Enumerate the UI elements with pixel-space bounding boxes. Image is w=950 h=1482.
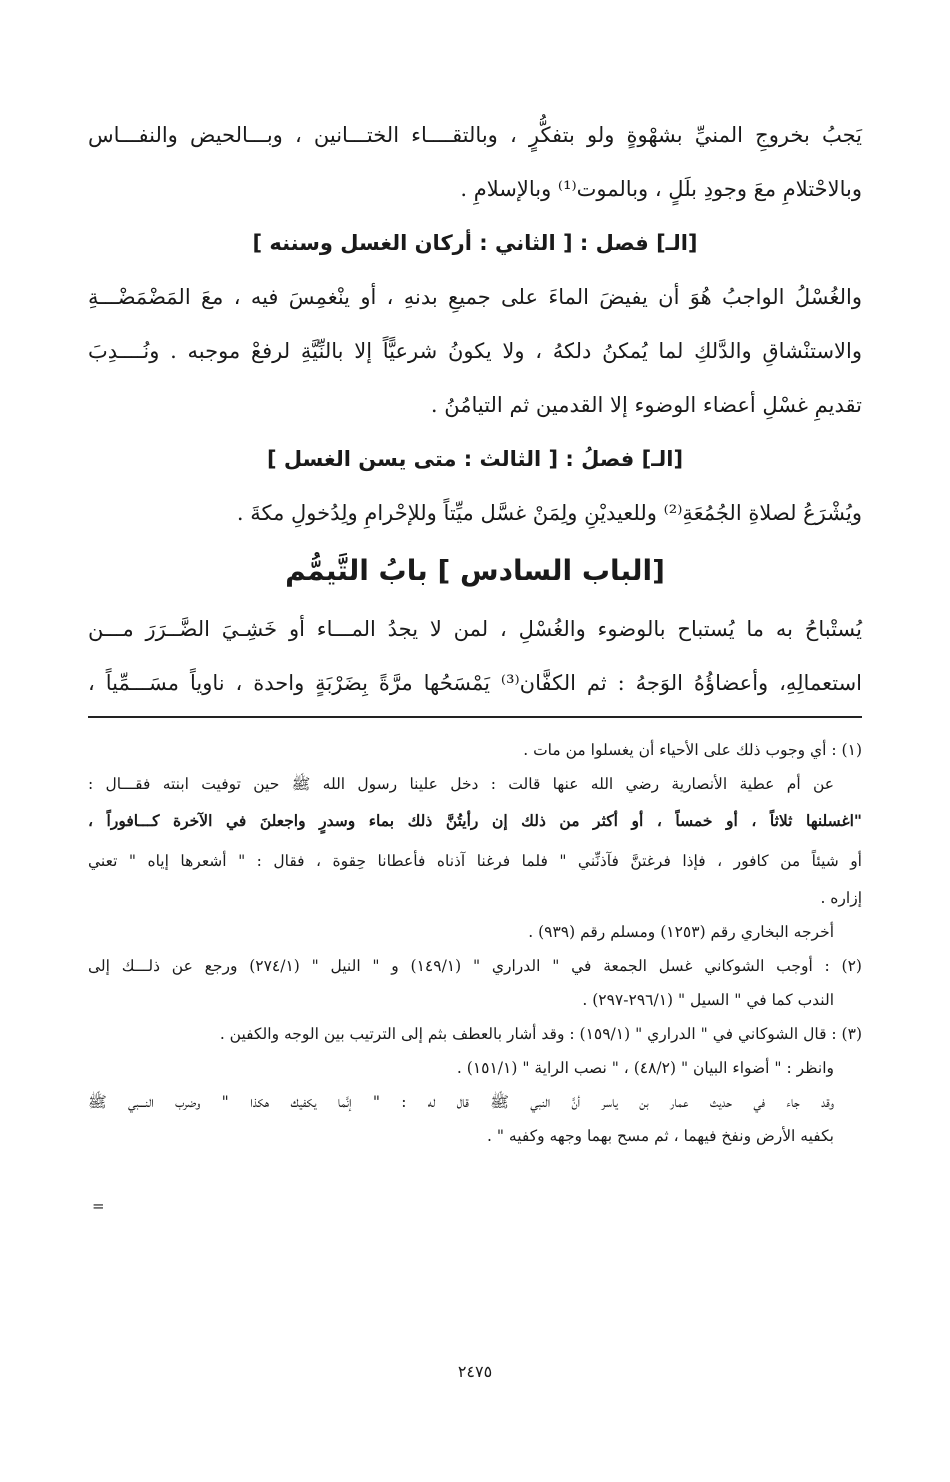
footnote-line: وانظر : " أضواء البيان " (٤٨/٢) ، " نصب الراية " (١٥١/١) . [456,1059,834,1077]
main-text [88,108,862,710]
paragraph-line: يَجبُ بخروجِ المنيِّ بشهْوةٍ ولو بتفكُّرٍ ، وبالتقــــاء الختـــانين ، وبـــالحيض والنفـــاس [88,123,862,147]
chapter-title: [الباب السادس ] بابُ التَّيمُّم [285,554,665,587]
footnote-line: إزاره . [820,889,862,907]
footnote-line: عن أم عطية الأنصارية رضي الله عنها قالت : دخل علينا رسول الله ﷺ حين توفيت ابنته فقـــال : [88,775,834,793]
paragraph-line: استعمالِهِ، وأعضاؤُهُ الوَجهُ : ثم الكفَّان⁽³⁾ يَمْسَحُها مرَّةً بِضَرْبَةٍ واحدة ، ناوياً مسَـــمِّياً ، [88,671,862,695]
footnote-line: أو شيئاً من كافور ، فإذا فرغتنَّ فآذنِّني " فلما فرغنا آذناه فأعطانا حِقوة ، فقال : " أشعرها إياه " تعني [88,852,862,870]
paragraph-line: ويُشْرَعُ لصلاةِ الجُمُعَةِ⁽²⁾ وللعيديْنِ ولِمَنْ غسَّل ميِّتاً وللإحْرامِ ولِدُخولِ مكةَ . [236,501,862,525]
paragraph-line: تقديمِ غسْلِ أعضاء الوضوء إلا القدمين ثم التيامُنُ . [430,393,862,417]
paragraph-line: يُستْباحُ به ما يُستباح بالوضوء والغُسْلِ ، لمن لا يجدُ المـــاء أو خَشِـيَ الضَّــرَرَ مـــن [88,617,862,641]
paragraph-line: وبالاحْتلامِ معَ وجودِ بلَلٍ ، وبالموت⁽¹⁾ وبالإسلامِ . [460,177,862,201]
page-number: ٢٤٧٥ [457,1362,493,1381]
footnote-line: "اغسلنها ثلاثاً ، أو خمساً ، أو أكثر من ذلك إن رأيتُنَّ ذلك بماء وسدرٍ واجعلنَ في الآخرة كـــافوراً ، [88,811,862,830]
section-heading: [الـ] فصلُ : [ الثالث : متى يسن الغسل ] [266,447,684,471]
footnote-line: (٢) : أوجب الشوكاني غسل الجمعة في " الدراري " (١٤٩/١) و " النيل " (٢٧٤/١) ورجع عن ذلـــك إلى [88,957,862,975]
section-heading: [الـ] فصل : [ الثاني : أركان الغسل وسننه ] [252,231,698,255]
paragraph-line: والاستنْشاقِ والدَّلكِ لما يُمكنُ دلكهُ ، ولا يكونُ شرعيًّاً إلا بالنِّيَّةِ لرفعْ موجبه . ونُــــدِبَ [88,339,862,363]
footnote-line: الندب كما في " السيل " (٢٩٦/١-٢٩٧) . [582,991,834,1009]
footnotes [88,733,862,1153]
footnote-line: وقد جاء في حديث عمار بن ياسر أنَّ النبي ﷺ قال له : " إنَّما يكفيك هكذا " وضرب النـــبي ﷺ [88,1093,834,1111]
footnote-line: بكفيه الأرض ونفخ فيهما ، ثم مسح بهما وجهه وكفيه " . [486,1127,834,1145]
paragraph-line: والغُسْلُ الواجبُ هُوَ أن يفيضَ الماءَ على جميعِ بدنهِ ، أو ينْغمِسَ فيه ، معَ المَضْمَضْـــةِ [88,285,862,309]
footnote-line: (١) : أي وجوب ذلك على الأحياء أن يغسلوا من مات . [523,741,862,759]
footnote-line: (٣) : قال الشوكاني في " الدراري " (١٥٩/١) : وقد أشار بالعطف بثم إلى الترتيب بين الوجه والكفين . [219,1025,862,1043]
footnote-separator [88,716,862,718]
continuation-mark: = [92,1197,105,1215]
footnote-line: أخرجه البخاري رقم (١٢٥٣) ومسلم رقم (٩٣٩) . [528,923,834,941]
